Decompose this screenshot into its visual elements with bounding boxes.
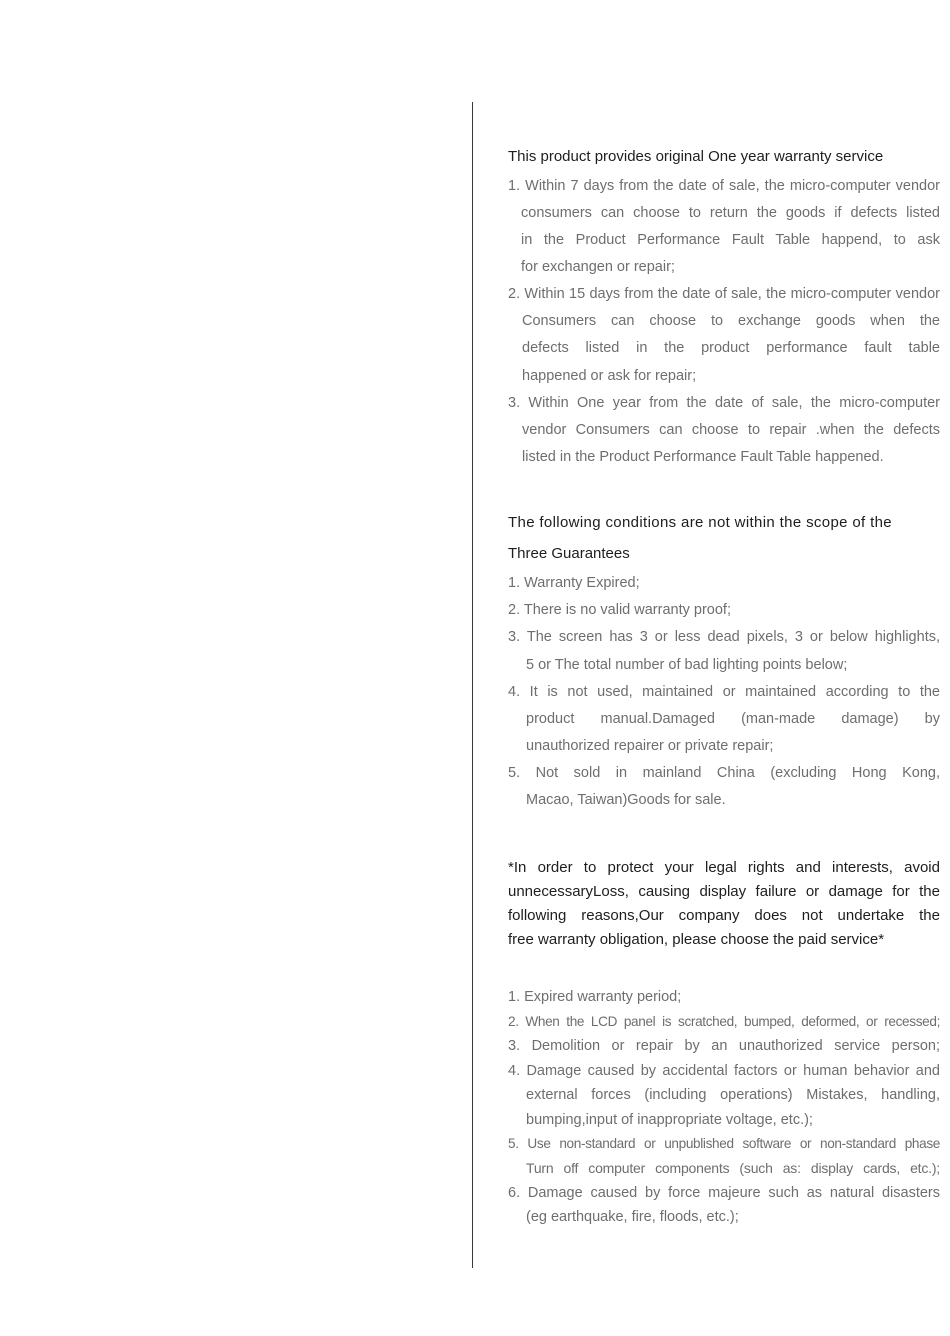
paid-line: Turn off computer components (such as: display cards, etc.);	[526, 1160, 940, 1176]
warranty-line: defects listed in the product performance fault table	[522, 340, 940, 356]
paid-line: 3. Demolition or repair by an unauthorized service person;	[508, 1038, 940, 1054]
exclusion-line: 2. There is no valid warranty proof;	[508, 602, 731, 618]
exclusions-title-continued: Three Guarantees	[508, 545, 630, 562]
exclusion-line: 4. It is not used, maintained or maintained according to the	[508, 684, 940, 700]
paid-line: (eg earthquake, fire, floods, etc.);	[526, 1209, 739, 1225]
warranty-line: 3. Within One year from the date of sale, the micro-computer	[508, 395, 940, 411]
paid-line: 2. When the LCD panel is scratched, bumped, deformed, or recessed;	[508, 1014, 940, 1029]
paid-line: 5. Use non-standard or unpublished software or non-standard phase	[508, 1136, 940, 1151]
notice-line: unnecessaryLoss, causing display failure or damage for the	[508, 883, 940, 900]
notice-line: *In order to protect your legal rights and interests, avoid	[508, 859, 940, 876]
warranty-line: for exchangen or repair;	[521, 259, 675, 275]
paid-line: 1. Expired warranty period;	[508, 989, 682, 1005]
paid-line: 6. Damage caused by force majeure such as natural disasters	[508, 1185, 940, 1201]
exclusion-line: Macao, Taiwan)Goods for sale.	[526, 792, 726, 808]
warranty-line: vendor Consumers can choose to repair .when the defects	[522, 422, 940, 438]
warranty-line: Consumers can choose to exchange goods when the	[522, 313, 940, 329]
vertical-divider	[472, 102, 473, 1268]
paid-line: 4. Damage caused by accidental factors or human behavior and	[508, 1063, 940, 1079]
paid-line: external forces (including operations) Mistakes, handling,	[526, 1087, 940, 1103]
exclusion-line: 1. Warranty Expired;	[508, 575, 640, 591]
warranty-line: listed in the Product Performance Fault Table happened.	[522, 449, 884, 465]
warranty-line: 2. Within 15 days from the date of sale, the micro-computer vendor	[508, 286, 940, 302]
paid-service-notice	[508, 856, 940, 952]
warranty-line: in the Product Performance Fault Table happend, to ask	[521, 232, 940, 248]
exclusion-line: 5 or The total number of bad lighting points below;	[526, 657, 848, 673]
warranty-line: consumers can choose to return the goods if defects listed	[521, 205, 940, 221]
warranty-line: happened or ask for repair;	[522, 368, 697, 384]
paid-line: bumping,input of inappropriate voltage, etc.);	[526, 1112, 813, 1128]
exclusions-title: The following conditions are not within the scope of the	[508, 514, 892, 531]
notice-line: free warranty obligation, please choose the paid service*	[508, 931, 885, 948]
warranty-title: This product provides original One year warranty service	[508, 148, 884, 165]
exclusion-line: 5. Not sold in mainland China (excluding Hong Kong,	[508, 765, 940, 781]
exclusion-line: unauthorized repairer or private repair;	[526, 738, 774, 754]
exclusion-line: product manual.Damaged (man-made damage) by	[526, 711, 940, 727]
notice-line: following reasons,Our company does not undertake the	[508, 907, 940, 924]
exclusion-line: 3. The screen has 3 or less dead pixels, 3 or below highlights,	[508, 629, 940, 645]
warranty-line: 1. Within 7 days from the date of sale, the micro-computer vendor	[508, 178, 940, 194]
